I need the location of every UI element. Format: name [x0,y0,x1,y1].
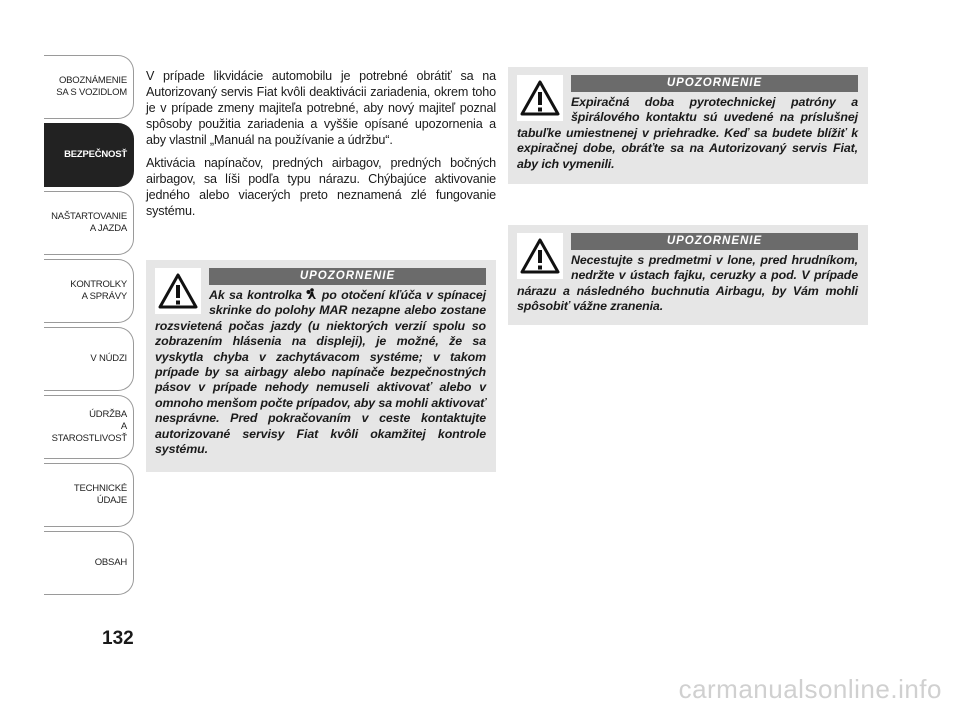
tab-obsah[interactable]: OBSAH [44,531,134,595]
watermark: carmanualsonline.info [678,674,942,704]
tab-oboznamenie[interactable]: OBOZNÁMENIE SA S VOZIDLOM [44,55,134,119]
tab-kontrolky[interactable]: KONTROLKY A SPRÁVY [44,259,134,323]
warning-triangle-icon [517,75,563,121]
page-number: 132 [102,628,134,649]
warning-title: UPOZORNENIE [571,233,858,250]
warning-title: UPOZORNENIE [209,268,486,285]
warning-text: Expiračná doba pyrotechnickej patróny a špirálového kontaktu sú uvedené na príslušnej tabuľke umiestnenej v priehradke. Keď sa budete blížiť k expiračnej dobe, obráťte sa na Autorizovaný servis Fiat, aby ich vymenili. [517,95,858,171]
tab-nastartovanie[interactable]: NAŠTARTOVANIE A JAZDA [44,191,134,255]
warning-box-airbag-lamp [146,260,496,472]
warning-text: Ak sa kontrolka po otočení kľúča v spínacej skrinke do polohy MAR nezapne alebo zostane rozsvietená počas jazdy (u niektorých verzií spolu so zobrazením hlásenia na displeji), je možné, že sa vyskytla chyba v zachytávacom systéme; v takom prípade by sa airbagy alebo napínače bezpečnostných pásov v prípade nehody nemuseli aktivovať alebo v omnoho menšom počte prípadov, aby sa mohli aktivovať nesprávne. Pred pokračovaním v ceste kontaktujte autorizované servisy Fiat kvôli okamžitej kontrole systému. [155,288,486,457]
warning-triangle-icon [517,233,563,279]
warning-triangle-icon [155,268,201,314]
paragraph: V prípade likvidácie automobilu je potrebné obrátiť sa na Autorizovaný servis Fiat kvôli deaktivácii zariadenia, okrem toho je v prípade zmeny majiteľa potrebné, aby nový majiteľ poznal spôsoby použitia zariadenia a vyššie opísané upozornenia a aby vlastnil „Manuál na používanie a údržbu“. [146,69,496,147]
paragraph: Aktivácia napínačov, predných airbagov, predných bočných airbagov, sa líši podľa typu nárazu. Chýbajúce aktivovanie jedného alebo viacerých preto neznamená zlé fungovanie systému. [146,156,496,218]
tab-technicke-udaje[interactable]: TECHNICKÉ ÚDAJE [44,463,134,527]
warning-box-expiration [508,67,868,184]
tab-v-nudzi[interactable]: V NÚDZI [44,327,134,391]
tab-udrzba[interactable]: ÚDRŽBA A STAROSTLIVOSŤ [44,395,134,459]
warning-text: Necestujte s predmetmi v lone, pred hrudníkom, nedržte v ústach fajku, ceruzky a pod. V prípade nárazu a následného buchnutia Airbagu, by Vám mohli spôsobiť vážne zranenia. [517,253,858,314]
tab-bezpecnost[interactable]: BEZPEČNOSŤ [44,123,134,187]
warning-box-objects [508,225,868,325]
warning-title: UPOZORNENIE [571,75,858,92]
chapter-tabs [44,55,134,599]
body-text [146,68,496,226]
airbag-warning-lamp-icon [306,288,317,300]
